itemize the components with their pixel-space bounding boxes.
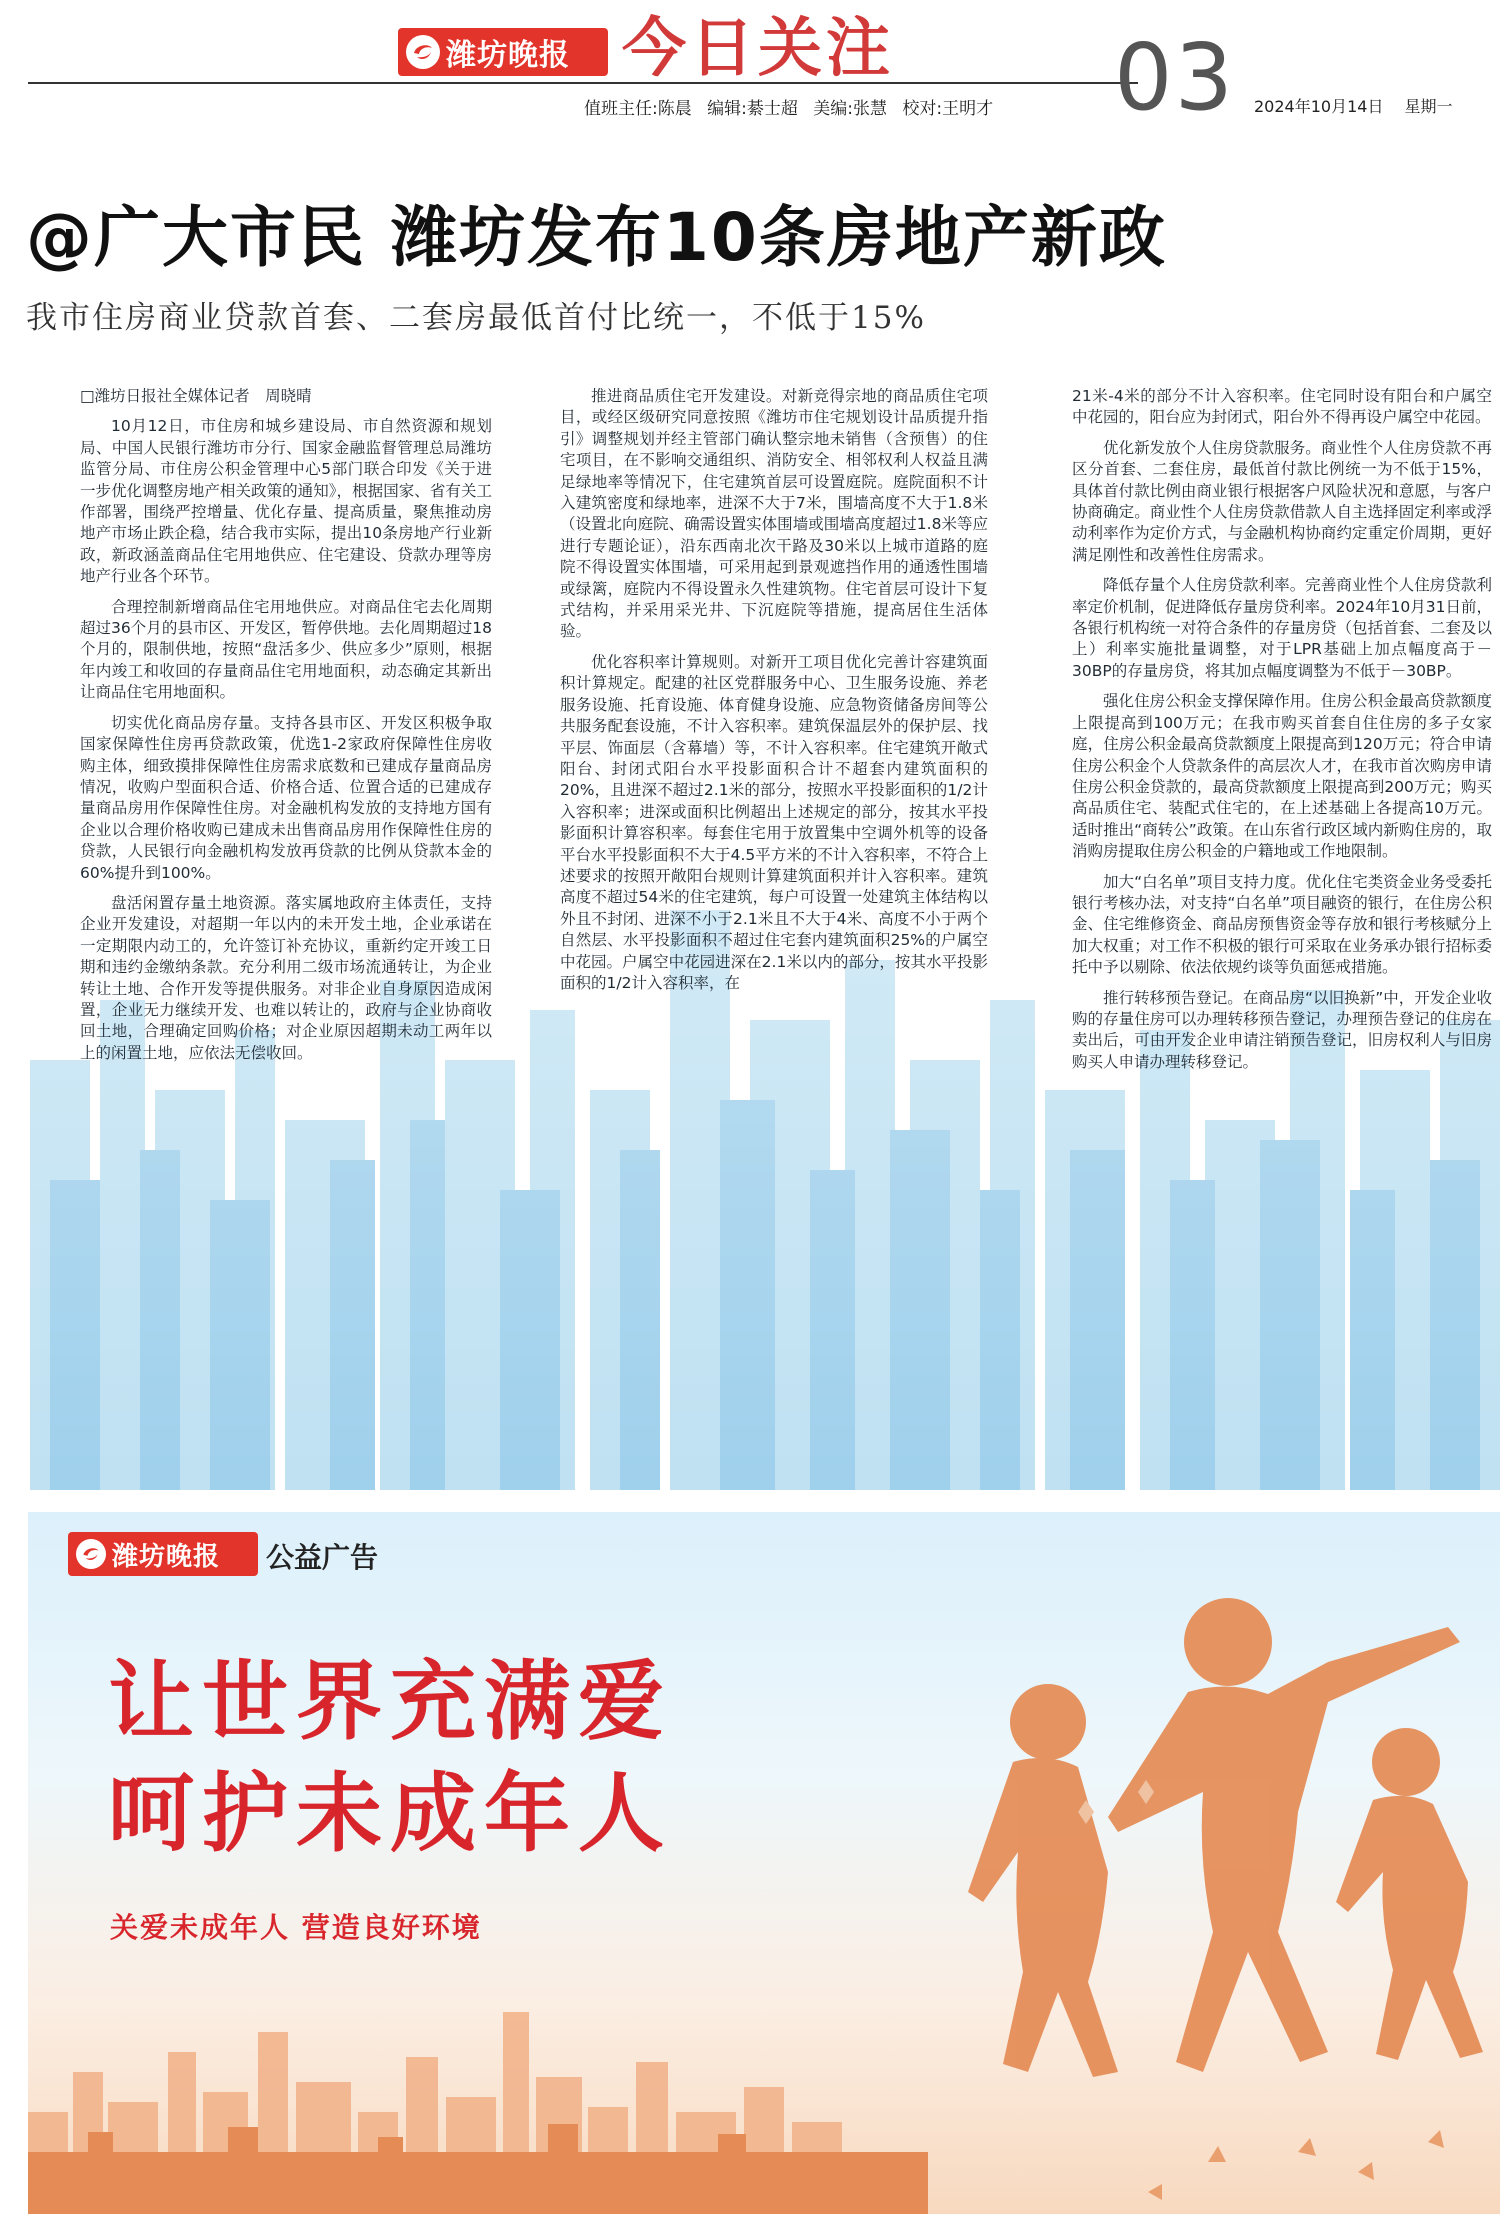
ad-logo: [68, 1532, 258, 1576]
article-byline: □潍坊日报社全媒体记者 周晓晴: [80, 387, 312, 405]
article-paragraph: 推行转移预告登记。在商品房“以旧换新”中，开发企业收购的存量住房可以办理转移预告登记，办理预告登记的住房在卖出后，可由开发企业申请注销预告登记，旧房权利人与旧房购买人申请办理转移登记。: [1072, 988, 1492, 1071]
editor-editor: 编辑:綦士超: [707, 99, 798, 119]
article-column-1: [80, 386, 492, 1073]
article-headline: @广大市民 潍坊发布10条房地产新政: [26, 199, 1167, 276]
article-paragraph: 降低存量个人住房贷款利率。完善商业性个人住房贷款利率定价机制，促进降低存量房贷利率。2024年10月31日前，各银行机构统一对符合条件的存量房贷（包括首套、二套及以上）利率实施批量调整，对于LPR基础上加点幅度高于－30BP的存量房贷，将其加点幅度调整为不低于－30BP。: [1072, 576, 1492, 680]
page-number: 03: [1114, 24, 1236, 131]
article-paragraph: 优化容积率计算规则。对新开工项目优化完善计容建筑面积计算规定。配建的社区党群服务中心、卫生服务设施、养老服务设施、托育设施、体育健身设施、应急物资储备房间等公共服务配套设施，不计入容积率。建筑保温层外的保护层、找平层、饰面层（含幕墙）等，不计入容积率。住宅建筑开敞式阳台、封闭式阳台水平投影面积合计不超套内建筑面积的20%，且进深不超过2.1米的部分，按照水平投影面积的1/2计入容积率；进深或面积比例超出上述规定的部分，按其水平投影面积计算容积率。每套住宅用于放置集中空调外机等的设备平台水平投影面积不大于4.5平方米的不计入容积率，不符合上述要求的按照开敞阳台规则计算建筑面积并计入容积率。建筑高度不超过54米的住宅建筑，每户可设置一处建筑主体结构以外且不封闭、进深不小于2.1米且不大于4米、高度不小于两个自然层、水平投影面积不超过住宅套内建筑面积25%的户属空中花园。户属空中花园进深在2.1米以内的部分，按其水平投影面积的1/2计入容积率，在: [560, 652, 988, 992]
ad-label: 公益广告: [266, 1541, 379, 1574]
article-column-3: [1072, 386, 1492, 1082]
article-paragraph: 推进商品质住宅开发建设。对新竞得宗地的商品质住宅项目，或经区级研究同意按照《潍坊市住宅规划设计品质提升指引》调整规划并经主管部门确认整宗地未销售（含预售）的住宅项目，在不影响交通组织、消防安全、相邻权利人权益且满足绿地率等情况下，住宅建筑首层可设置庭院。庭院面积不计入建筑密度和绿地率，进深不大于7米，围墙高度不大于1.8米（设置北向庭院、确需设置实体围墙或围墙高度超过1.8米等应进行专题论证），沿东西南北次干路及30米以上城市道路的庭院不得设置实体围墙，可采用起到景观遮挡作用的通透性围墙或绿篱，庭院内不得设置永久性建筑物。住宅首层可设计下复式结构，并采用采光井、下沉庭院等措施，提高居住生活体验。: [560, 387, 988, 641]
article-paragraph: 优化新发放个人住房贷款服务。商业性个人住房贷款不再区分首套、二套住房，最低首付款比例统一为不低于15%，具体首付款比例由商业银行根据客户风险状况和意愿，与客户协商确定。商业性个人住房贷款借款人自主选择固定利率或浮动利率作为定价方式，与金融机构协商约定重定价周期，更好满足刚性和改善性住房需求。: [1072, 438, 1492, 564]
editor-proof: 校对:王明才: [902, 99, 994, 119]
section-title: 今日关注: [622, 11, 894, 86]
date-line: [1254, 94, 1469, 117]
masthead-brand: 潍坊晚报: [446, 38, 570, 73]
article-paragraph-continued: 21米-4米的部分不计入容积率。住宅同时设有阳台和户属空中花园的，阳台应为封闭式，阳台外不得再设户属空中花园。: [1072, 387, 1492, 427]
article-paragraph: 加大“白名单”项目支持力度。优化住宅类资金业务受委托银行考核办法，对支持“白名单”项目融资的银行，在住房公积金、住宅维修资金、商品房预售资金等存放和银行考核赋分上加大权重；对工作不积极的银行可采取在业务承办银行招标委托中予以剔除、依法依规约谈等负面惩戒措施。: [1072, 872, 1492, 977]
editors-line: [584, 94, 1003, 119]
newspaper-logo-icon: [76, 1539, 106, 1569]
masthead-rule: [28, 82, 1138, 84]
ad-slogan-line-2: 呵护未成年人: [108, 1763, 672, 1864]
article-paragraph: 强化住房公积金支撑保障作用。住房公积金最高贷款额度上限提高到100万元；在我市购买首套自住住房的多子女家庭，住房公积金最高贷款额度上限提高到120万元；符合申请住房公积金个人贷款条件的高层次人才，在我市首次购房申请住房公积金贷款的，最高贷款额度上限提高到200万元；购买高品质住宅、装配式住宅的，在上述基础上各提高10万元。适时推出“商转公”政策。在山东省行政区域内新购住房的，取消购房提取住房公积金的户籍地或工作地限制。: [1072, 692, 1492, 861]
masthead-logo: [398, 28, 608, 76]
article-paragraph: 盘活闲置存量土地资源。落实属地政府主体责任，支持企业开发建设，对超期一年以内的未开发土地，企业承诺在一定期限内动工的，允许签订补充协议，重新约定开竣工日期和违约金缴纳条款。充分利用二级市场流通转让，为企业转让土地、合作开发等提供服务。对非企业自身原因造成闲置，企业无力继续开发、也难以转让的，政府与企业协商收回土地，合理确定回购价格；对企业原因超期未动工两年以上的闲置土地，应依法无偿收回。: [80, 893, 492, 1062]
ad-tagline: 关爱未成年人 营造良好环境: [110, 1911, 482, 1944]
public-service-ad: [28, 1512, 1500, 2214]
article-paragraph: 切实优化商品房存量。支持各县市区、开发区积极争取国家保障性住房再贷款政策，优选1-2家政府保障性住房收购主体，细致摸排保障性住房需求底数和已建成存量商品房情况，收购户型面积合适、价格合适、位置合适的已建成存量商品房用作保障性住房。对金融机构发放的支持地方国有企业以合理价格收购已建成未出售商品房用作保障性住房的贷款，人民银行向金融机构发放再贷款的比例从贷款本金的60%提升到100%。: [80, 713, 492, 882]
issue-date: 2024年10月14日: [1254, 97, 1384, 116]
issue-weekday: 星期一: [1404, 97, 1453, 116]
article-paragraph: 10月12日，市住房和城乡建设局、市自然资源和规划局、中国人民银行潍坊市分行、国家金融监督管理总局潍坊监管分局、市住房公积金管理中心5部门联合印发《关于进一步优化调整房地产相关政策的通知》，根据国家、省有关工作部署，围绕严控增量、优化存量、提高质量，聚焦推动房地产市场止跌企稳，结合我市实际，提出10条房地产行业新政，新政涵盖商品住宅用地供应、住宅建设、贷款办理等房地产行业各个环节。: [80, 417, 492, 586]
article-subheadline: 我市住房商业贷款首套、二套房最低首付比统一，不低于15%: [26, 300, 926, 336]
article-column-2: [560, 386, 988, 1003]
ad-brand: 潍坊晚报: [112, 1541, 221, 1572]
editor-art: 美编:张慧: [813, 99, 888, 119]
article-paragraph: 合理控制新增商品住宅用地供应。对商品住宅去化周期超过36个月的县市区、开发区，暂停供地。去化周期超过18个月的，限制供地，按照“盘活多少、供应多少”原则，根据年内竣工和收回的存量商品住宅用地面积，动态确定其新出让商品住宅用地面积。: [80, 597, 492, 702]
ad-slogan-line-1: 让世界充满爱: [108, 1651, 672, 1752]
newspaper-logo-icon: [406, 35, 440, 69]
editor-duty: 值班主任:陈晨: [584, 99, 692, 119]
